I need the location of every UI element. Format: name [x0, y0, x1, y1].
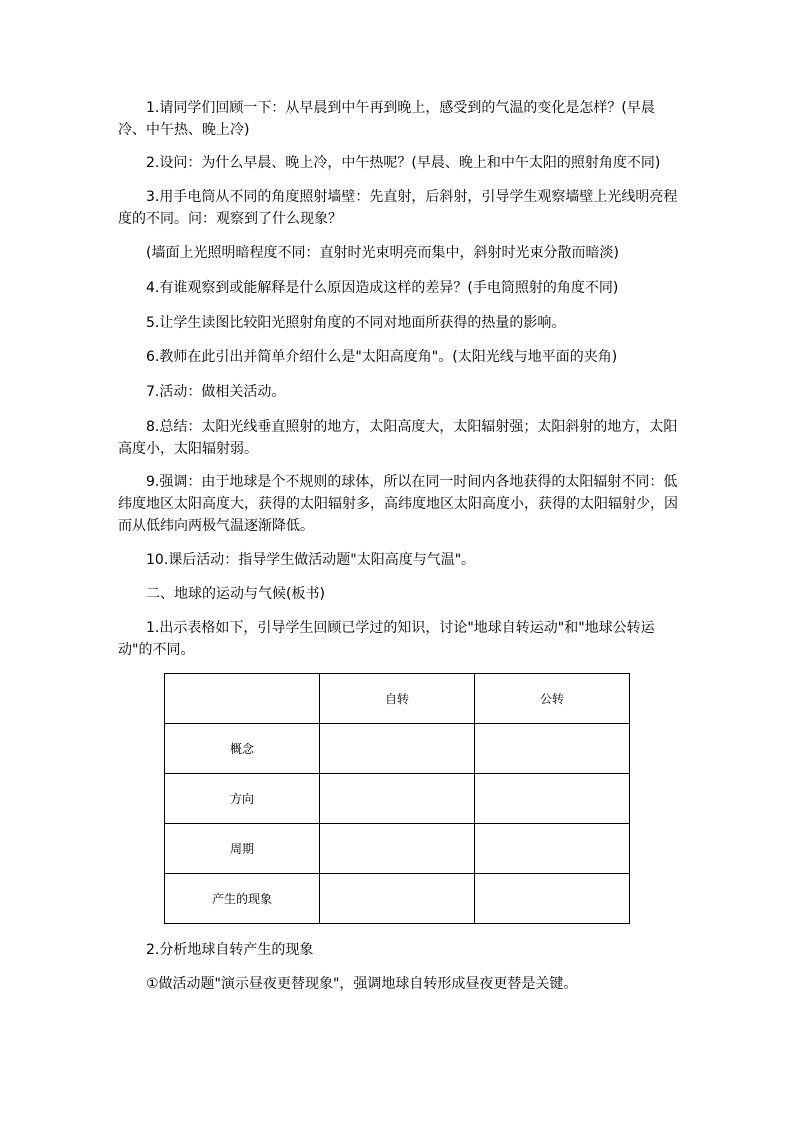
paragraph-2: 2.设问：为什么早晨、晚上冷，中午热呢？(早晨、晚上和中午太阳的照射角度不同): [146, 155, 661, 171]
paragraph-8: 8.总结：太阳光线垂直照射的地方，太阳高度大，太阳辐射强；太阳斜射的地方，太阳高度小，太阳辐射弱。: [118, 419, 678, 457]
paragraph-4: 4.有谁观察到或能解释是什么原因造成这样的差异？(手电筒照射的角度不同): [146, 280, 619, 296]
paragraph-1: 1.请同学们回顾一下：从早晨到中午再到晚上，感受到的气温的变化是怎样？(早晨冷、中午热、晚上冷): [118, 100, 655, 138]
table-header-row: [165, 674, 630, 724]
paragraph-activity: ①做活动题"演示昼夜更替现象"，强调地球自转形成昼夜更替是关键。: [146, 976, 578, 992]
table-cell: [475, 724, 630, 774]
table-cell: [320, 724, 475, 774]
table-row: [165, 724, 630, 774]
table-cell: [320, 824, 475, 874]
paragraph-7: 7.活动：做相关活动。: [146, 384, 286, 400]
row-header: 周期: [165, 824, 320, 874]
section-heading: 二、地球的运动与气候(板书): [146, 586, 325, 602]
comparison-table: [164, 673, 630, 924]
paragraph-3-answer: (墙面上光照明暗程度不同：直射时光束明亮而集中，斜射时光束分散而暗淡): [146, 245, 619, 261]
column-header-rotation: 自转: [320, 674, 475, 724]
paragraph-analysis: 2.分析地球自转产生的现象: [146, 942, 314, 958]
table-cell: [320, 874, 475, 924]
column-header-revolution: 公转: [475, 674, 630, 724]
paragraph-6: 6.教师在此引出并简单介绍什么是"太阳高度角"。(太阳光线与地平面的夹角): [146, 349, 618, 365]
paragraph-9: 9.强调：由于地球是个不规则的球体，所以在同一时间内各地获得的太阳辐射不同：低纬度地区太阳高度大，获得的太阳辐射多，高纬度地区太阳高度小，获得的太阳辐射少，因而从低纬向两极气温逐渐降低。: [118, 474, 678, 534]
row-header: 方向: [165, 774, 320, 824]
paragraph-3: 3.用手电筒从不同的角度照射墙壁：先直射，后斜射，引导学生观察墙壁上光线明亮程度的不同。问：观察到了什么现象？: [118, 189, 678, 227]
table-cell: [475, 824, 630, 874]
row-header: 产生的现象: [165, 874, 320, 924]
table-corner-cell: [165, 674, 320, 724]
table-row: [165, 774, 630, 824]
table-cell: [475, 874, 630, 924]
row-header: 概念: [165, 724, 320, 774]
table-row: [165, 874, 630, 924]
paragraph-table-intro: 1.出示表格如下，引导学生回顾已学过的知识，讨论"地球自转运动"和"地球公转运动"的不同。: [118, 620, 655, 658]
table-row: [165, 824, 630, 874]
paragraph-10: 10.课后活动：指导学生做活动题"太阳高度与气温"。: [146, 552, 476, 568]
table-cell: [320, 774, 475, 824]
table-cell: [475, 774, 630, 824]
paragraph-5: 5.让学生读图比较阳光照射角度的不同对地面所获得的热量的影响。: [146, 315, 566, 331]
